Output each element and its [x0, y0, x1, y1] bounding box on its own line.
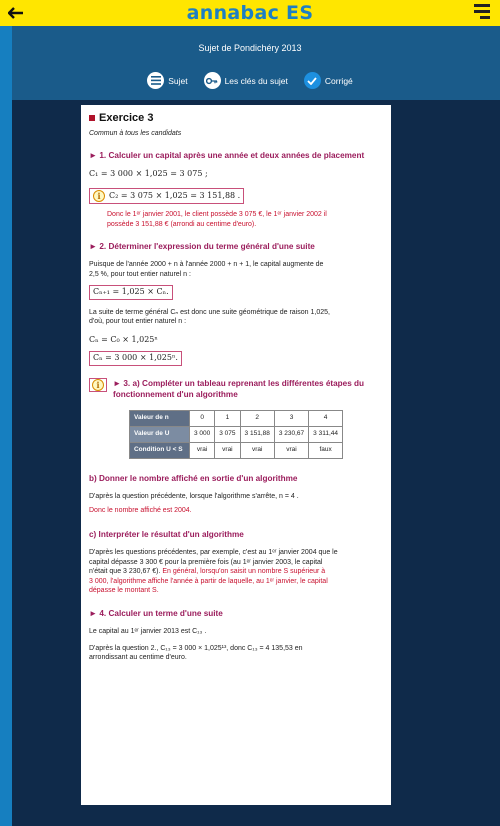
table-cell: 2	[240, 411, 274, 427]
table-cell: vrai	[189, 443, 214, 459]
q1-math-2-box: i C₂ = 3 075 × 1,025 = 3 151,88 .	[89, 188, 244, 204]
q3b-conclusion: Donc le nombre affiché est 2004.	[89, 506, 192, 514]
question-2-heading: ► 2. Déterminer l'expression du terme général d'une suite	[89, 242, 315, 252]
table-cell: 4	[309, 411, 343, 427]
exercise-subtitle: Commun à tous les candidats	[89, 129, 182, 137]
tab-sujet-label: Sujet	[168, 75, 188, 86]
algorithm-table	[129, 410, 343, 459]
bullet-square-icon	[89, 115, 95, 121]
q2-formula-box: Cₙ = 3 000 × 1,025ⁿ.	[89, 351, 182, 366]
question-3c-heading: c) Interpréter le résultat d'un algorithme	[89, 530, 244, 540]
list-icon	[147, 72, 164, 89]
subject-tabs	[0, 72, 500, 89]
table-row	[129, 427, 342, 443]
correction-document[interactable]	[81, 105, 391, 805]
q4-text: Le capital au 1ᵉʳ janvier 2013 est C₁₃ .	[89, 627, 207, 635]
left-rail-lower	[0, 100, 12, 800]
table-cell: vrai	[240, 443, 274, 459]
q1-info-row	[89, 188, 383, 204]
table-cell: 3 311,44	[309, 427, 343, 443]
tab-corrige[interactable]	[304, 72, 353, 89]
question-3b-heading: b) Donner le nombre affiché en sortie d'un algorithme	[89, 474, 298, 484]
q1-conclusion: Donc le 1ᵉʳ janvier 2001, le client possède 3 075 €, le 1ᵉʳ janvier 2002 il possède 3 151,88 € (arrondi au centime d'euro).	[107, 211, 327, 228]
q2-text-2: La suite de terme général Cₙ est donc une suite géométrique de raison 1,025, d'où, pour tout entier naturel n :	[89, 308, 330, 326]
check-icon	[304, 72, 321, 89]
row-label: Valeur de n	[129, 411, 189, 427]
q3c-text: D'après les questions précédentes, par exemple, c'est au 1ᵉʳ janvier 2004 que le capital dépasse 3 300 € pour la première fois (au 1ᵉʳ janvier 2003, le capital n'était que 3 230,67 €). En général, lorsqu'on saisit un nombre S supérieur à 3 000, l'algorithme affiche l'année à partir de laquelle, au 1ᵉʳ janvier, le capital dépasse le montant S.	[89, 549, 338, 595]
info-icon[interactable]: i	[93, 190, 105, 202]
table-cell: 3	[274, 411, 308, 427]
top-bar	[0, 0, 500, 26]
table-row	[129, 443, 342, 459]
question-3-heading: i ► 3. a) Compléter un tableau reprenant les différentes étapes du fonctionnement d'un algorithme	[89, 378, 383, 400]
table-cell: 3 000	[189, 427, 214, 443]
key-icon	[204, 72, 221, 89]
q2-recurrence-box: Cₙ₊₁ = 1,025 × Cₙ.	[89, 285, 173, 300]
tab-sujet[interactable]	[147, 72, 187, 89]
table-cell: 3 075	[215, 427, 240, 443]
table-cell: faux	[309, 443, 343, 459]
tab-cles-label: Les clés du sujet	[224, 75, 288, 86]
exercise-title: Exercice 3	[89, 111, 383, 126]
row-label: Valeur de U	[129, 427, 189, 443]
subject-header	[0, 26, 500, 100]
table-cell: 1	[215, 411, 240, 427]
q2-math: Cₙ = C₀ × 1,025ⁿ	[89, 334, 158, 344]
table-cell: 0	[189, 411, 214, 427]
q3-info-box	[89, 378, 107, 392]
brand-logo: annabac ES	[186, 2, 314, 24]
q1-math-1: C₁ = 3 000 × 1,025 = 3 075 ;	[89, 169, 208, 179]
info-icon[interactable]: i	[92, 379, 104, 391]
q3b-text: D'après la question précédente, lorsque l'algorithme s'arrête, n = 4 .	[89, 493, 299, 501]
table-cell: 3 230,67	[274, 427, 308, 443]
q2-text: Puisque de l'année 2000 + n à l'année 2000 + n + 1, le capital augmente de 2,5 %, pour tout entier naturel n :	[89, 261, 324, 278]
table-cell: 3 151,88	[240, 427, 274, 443]
question-1-heading: ► 1. Calculer un capital après une année et deux années de placement	[89, 151, 365, 161]
row-label: Condition U < S	[129, 443, 189, 459]
tab-cles[interactable]	[204, 72, 288, 89]
q4-text-2: D'après la question 2., C₁₃ = 3 000 × 1,025¹³, donc C₁₃ = 4 135,53 en arrondissant au centime d'euro.	[89, 645, 303, 662]
subject-title: Sujet de Pondichéry 2013	[198, 43, 302, 53]
tab-corrige-label: Corrigé	[324, 75, 353, 86]
question-4-heading: ► 4. Calculer un terme d'une suite	[89, 608, 223, 618]
table-row	[129, 411, 342, 427]
table-cell: vrai	[215, 443, 240, 459]
menu-icon[interactable]	[474, 4, 490, 22]
table-cell: vrai	[274, 443, 308, 459]
